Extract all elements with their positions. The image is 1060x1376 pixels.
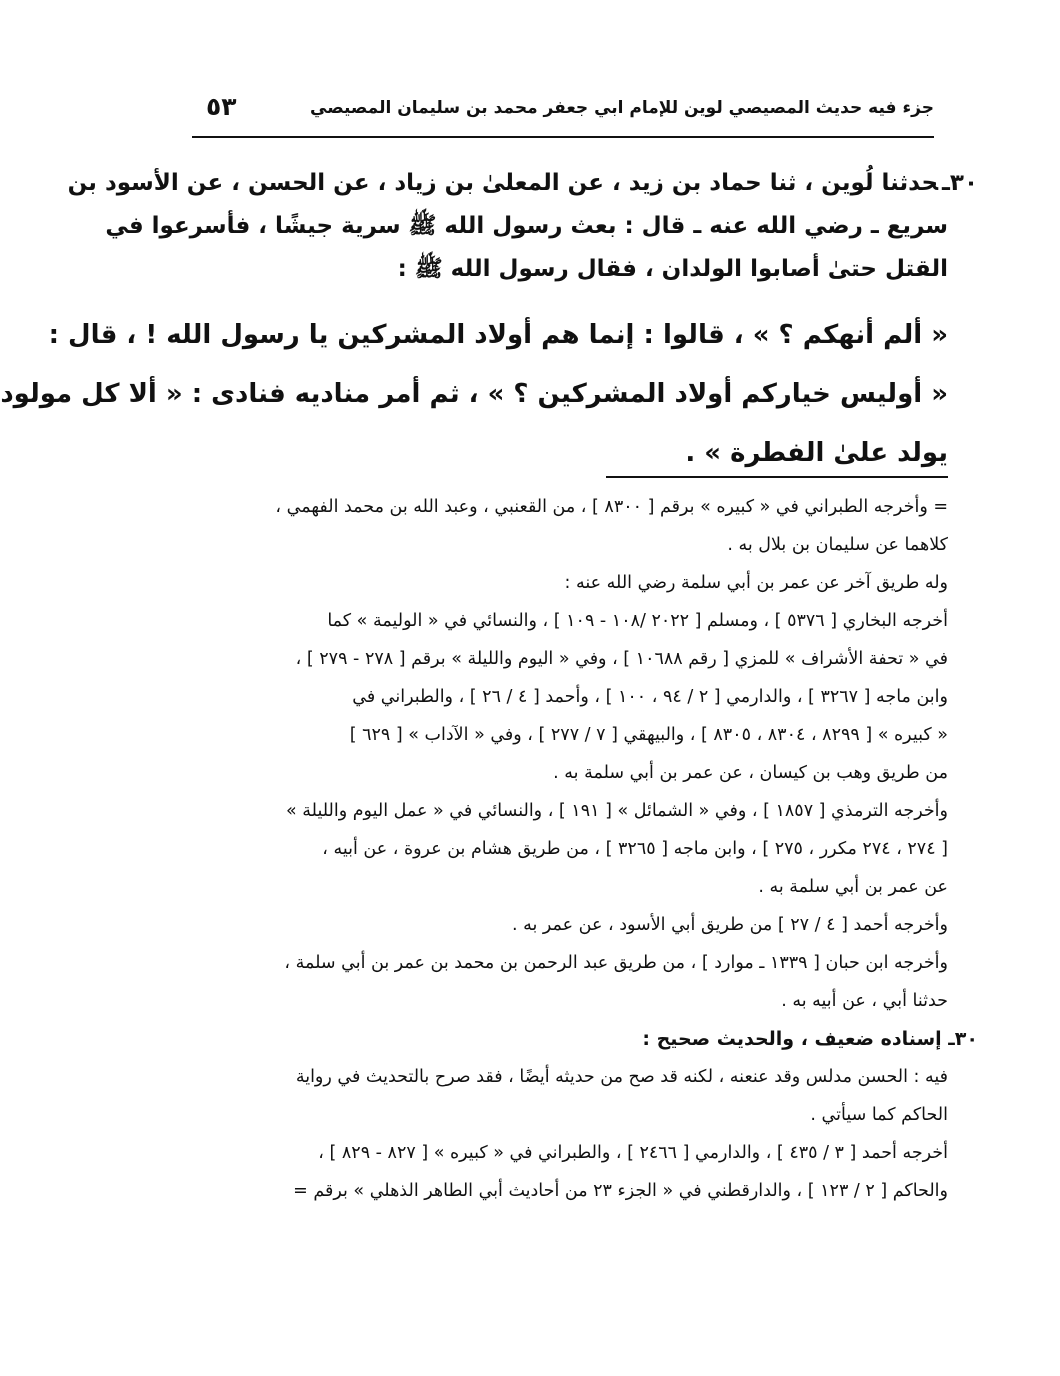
footnote-line: = وأخرجه الطبراني في « كبيره » برقم [ ٨٣٠٠ ] ، من القعنبي ، وعبد الله بن محمد الفهمي ، [275,497,948,517]
footnote-line: الحاكم كما سيأتي . [810,1105,948,1125]
matn-line: يولد علىٰ الفطرة » . [685,438,948,468]
hadith-line: سريع ـ رضي الله عنه ـ قال : بعث رسول الله ﷺ سرية جيشًا ، فأسرعوا في [105,213,948,239]
footnote-line: وأخرجه أحمد [ ٤ / ٢٧ ] من طريق أبي الأسود ، عن عمر به . [511,915,948,935]
footnote-line: كلاهما عن سليمان بن بلال به . [727,535,948,555]
page-number: ٥٣ [206,92,237,121]
header-title: جزء فيه حديث المصيصي لوين للإمام ابي جعفر محمد بن سليمان المصيصي [310,98,934,118]
footnote-line: في « تحفة الأشراف » للمزي [ رقم ١٠٦٨٨ ] ، وفي « اليوم والليلة » برقم [ ٢٧٨ - ٢٧٩ ] ، [295,649,948,669]
hadith-isnad [67,162,978,291]
hadith-number: ٣٠ـ [942,170,978,196]
footnote-separator [606,476,948,478]
footnote-line: وأخرجه ابن حبان [ ١٣٣٩ ـ موارد ] ، من طريق عبد الرحمن بن محمد بن عمر بن أبي سلمة ، [284,953,948,973]
footnote-line: وأخرجه الترمذي [ ١٨٥٧ ] ، وفي « الشمائل » [ ١٩١ ] ، والنسائي في « عمل اليوم والليلة » [286,801,948,821]
hadith-line: ٣٠ـحدثنا لُوين ، ثنا حماد بن زيد ، عن المعلىٰ بن زياد ، عن الحسن ، عن الأسود بن [67,170,978,196]
footnotes [186,488,978,1210]
matn-line: « ألم أنهكم ؟ » ، قالوا : إنما هم أولاد المشركين يا رسول الله ! ، قال : [48,320,948,350]
footnote-line: عن عمر بن أبي سلمة به . [758,877,948,897]
footnote-line: [ ٢٧٤ ، ٢٧٤ مكرر ، ٢٧٥ ] ، وابن ماجه [ ٣٢٦٥ ] ، من طريق هشام بن عروة ، عن أبيه ، [322,839,948,859]
hadith-line: القتل حتىٰ أصابوا الولدان ، فقال رسول الله ﷺ : [397,256,948,282]
footnote-line: وله طريق آخر عن عمر بن أبي سلمة رضي الله عنه : [564,573,948,593]
footnote-line: « كبيره » [ ٨٢٩٩ ، ٨٣٠٤ ، ٨٣٠٥ ] ، والبيهقي [ ٧ / ٢٧٧ ] ، وفي « الآداب » [ ٦٢٩ ] [349,725,948,745]
hadith-matn [0,306,948,483]
matn-line: « أوليس خياركم أولاد المشركين ؟ » ، ثم أمر مناديه فنادى : « ألا كل مولود [0,379,948,409]
footnote-line: والحاكم [ ٢ / ١٢٣ ] ، والدارقطني في « الجزء ٢٣ من أحاديث أبي الطاهر الذهلي » برقم = [293,1181,948,1201]
footnote-heading: ٣٠ـ إسناده ضعيف ، والحديث صحيح : [642,1028,978,1050]
footnote-line: أخرجه أحمد [ ٣ / ٤٣٥ ] ، والدارمي [ ٢٤٦٦ ] ، والطبراني في « كبيره » [ ٨٢٧ - ٨٢٩ ] ، [318,1143,948,1163]
running-header [192,92,934,138]
footnote-line: فيه : الحسن مدلس وقد عنعنه ، لكنه قد صح من حديثه أيضًا ، فقد صرح بالتحديث في رواية [295,1067,948,1087]
footnote-line: من طريق وهب بن كيسان ، عن عمر بن أبي سلمة به . [553,763,948,783]
footnote-line: وابن ماجه [ ٣٢٦٧ ] ، والدارمي [ ٢ / ٩٤ ، ١٠٠ ] ، وأحمد [ ٤ / ٢٦ ] ، والطبراني في [352,687,948,707]
footnote-line: أخرجه البخاري [ ٥٣٧٦ ] ، ومسلم [ ٢٠٢٢ /١٠٨ - ١٠٩ ] ، والنسائي في « الوليمة » كما [327,611,948,631]
footnote-line: حدثنا أبي ، عن أبيه به . [781,991,948,1011]
